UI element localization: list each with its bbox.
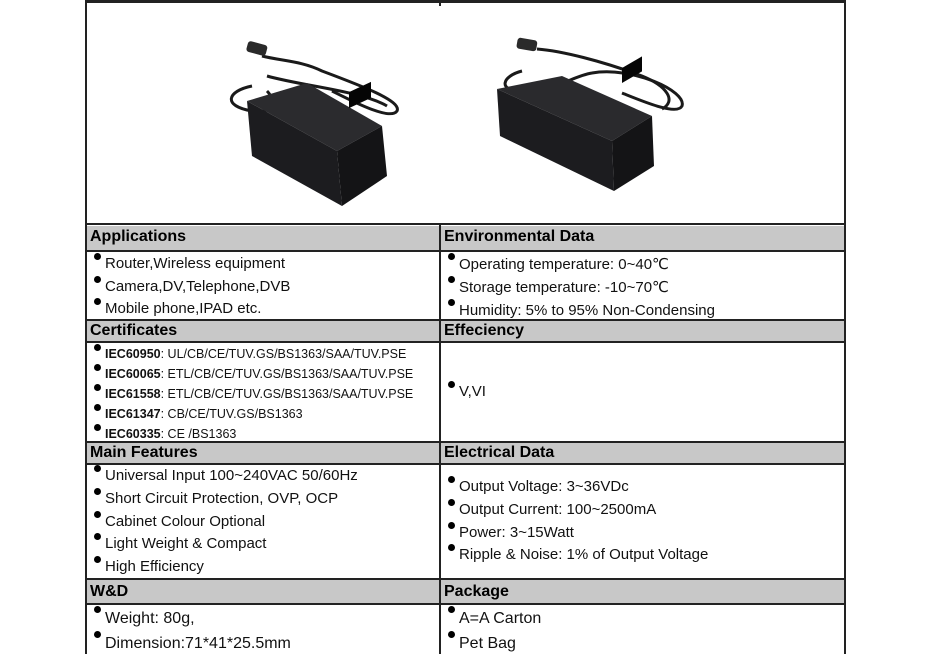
main-features-header: Main Features [87,443,439,463]
power-adapter-left-image [212,31,412,206]
list-item: Light Weight & Compact [92,533,358,556]
divider [85,223,846,225]
list-item: Weight: 80g, [92,606,291,631]
wd-list [92,606,291,656]
list-item: IEC61347: CB/CE/TUV.GS/BS1363 [92,404,413,424]
efficiency-list [446,381,486,403]
list-item: Universal Input 100~240VAC 50/60Hz [92,465,358,488]
list-item: Cabinet Colour Optional [92,511,358,534]
electrical-data-header: Electrical Data [441,443,844,463]
package-list [446,606,541,656]
list-item: Pet Bag [446,631,541,656]
list-item: Mobile phone,IPAD etc. [92,298,290,321]
divider [85,603,846,605]
divider [439,0,441,6]
list-item: Dimension:71*41*25.5mm [92,631,291,656]
list-item: IEC60950: UL/CB/CE/TUV.GS/BS1363/SAA/TUV.PSE [92,344,413,364]
list-item: Ripple & Noise: 1% of Output Voltage [446,544,708,567]
efficiency-header: Effeciency [441,321,844,341]
list-item: Router,Wireless equipment [92,253,290,276]
list-item: V,VI [446,381,486,403]
list-item: Humidity: 5% to 95% Non-Condensing [446,299,715,322]
list-item: High Efficiency [92,556,358,579]
main-features-list [92,465,358,579]
list-item: Output Voltage: 3~36VDc [446,476,708,499]
applications-list [92,253,290,321]
list-item: Power: 3~15Watt [446,522,708,545]
list-item: Short Circuit Protection, OVP, OCP [92,488,358,511]
environmental-list [446,253,715,322]
certificates-list [92,344,413,444]
environmental-data-header: Environmental Data [441,226,844,250]
list-item: IEC60335: CE /BS1363 [92,424,413,444]
electrical-data-list [446,476,708,567]
list-item: Camera,DV,Telephone,DVB [92,276,290,299]
list-item: IEC60065: ETL/CB/CE/TUV.GS/BS1363/SAA/TUV.PSE [92,364,413,384]
list-item: Operating temperature: 0~40℃ [446,253,715,276]
product-photo-row [87,6,844,225]
power-adapter-right-image [492,31,692,201]
list-item: IEC61558: ETL/CB/CE/TUV.GS/BS1363/SAA/TUV.PSE [92,384,413,404]
list-item: Storage temperature: -10~70℃ [446,276,715,299]
wd-header: W&D [87,580,439,603]
applications-header: Applications [87,226,439,250]
divider [85,341,846,343]
list-item: Output Current: 100~2500mA [446,499,708,522]
list-item: A=A Carton [446,606,541,631]
package-header: Package [441,580,844,603]
certificates-header: Certificates [87,321,439,341]
divider [85,250,846,252]
